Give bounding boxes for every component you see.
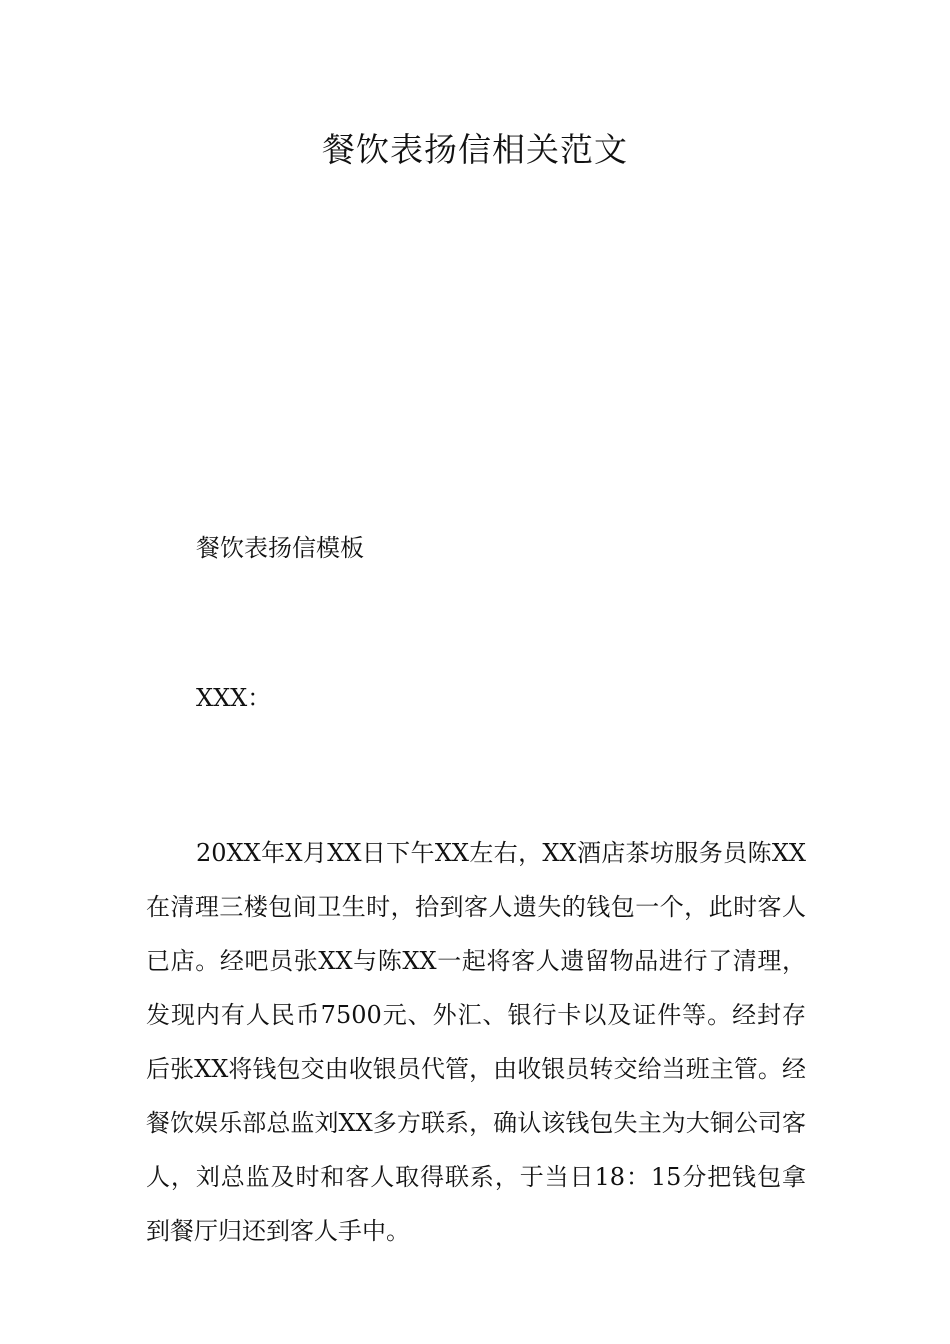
document-subtitle: 餐饮表扬信模板: [196, 534, 364, 562]
document-title: 餐饮表扬信相关范文: [322, 130, 628, 169]
letter-body-paragraph: 20XX年X月XX日下午XX左右，XX酒店茶坊服务员陈XX在清理三楼包间卫生时，拾到客人遗失的钱包一个，此时客人已店。经吧员张XX与陈XX一起将客人遗留物品进行了清理，发现内有人民币7500元、外汇、银行卡以及证件等。经封存后张XX将钱包交由收银员代管，由收银员转交给当班主管。经餐饮娱乐部总监刘XX多方联系，确认该钱包失主为大铜公司客人，刘总监及时和客人取得联系，于当日18：15分把钱包拿到餐厅归还到客人手中。: [146, 839, 806, 1245]
letter-salutation: XXX：: [196, 684, 272, 712]
